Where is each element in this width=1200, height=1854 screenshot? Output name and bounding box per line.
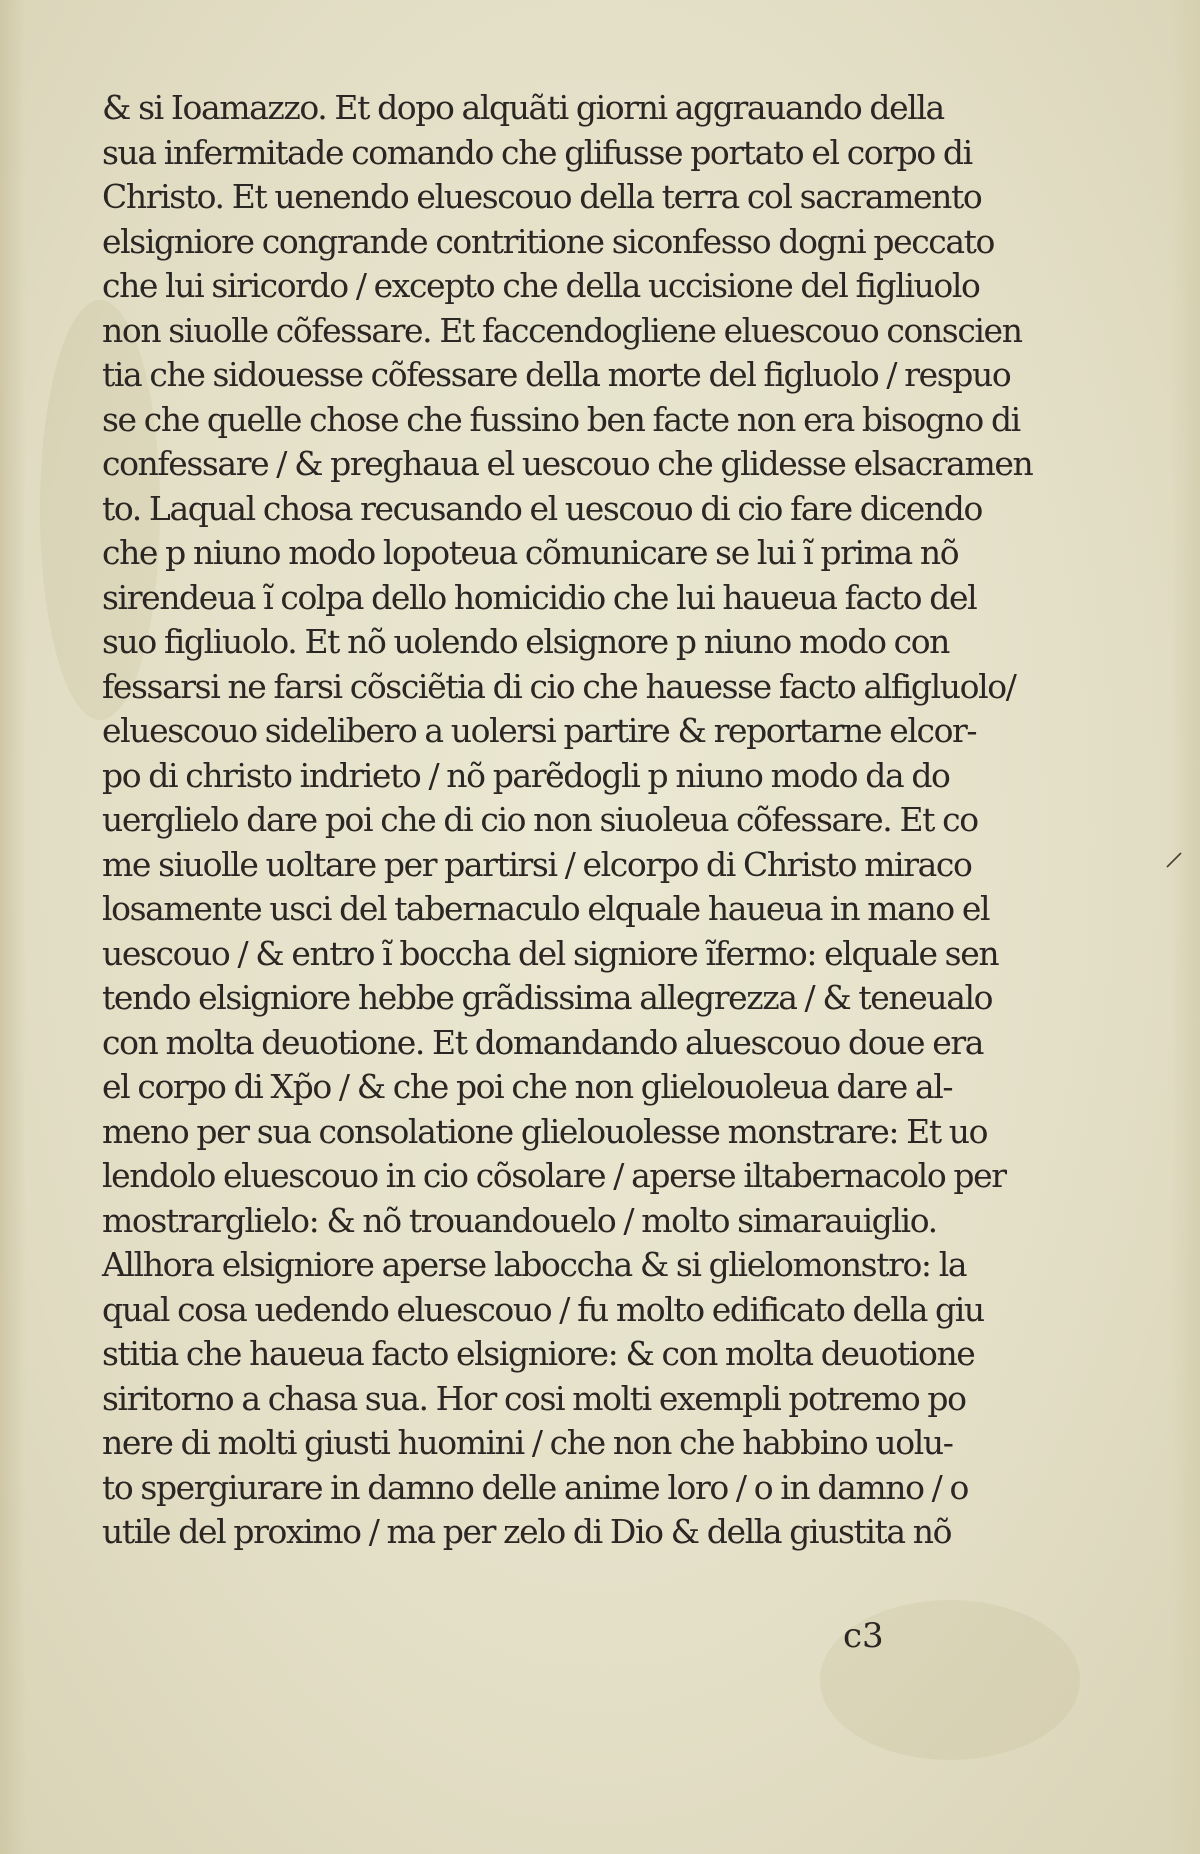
text-line: lendolo eluescouo in cio cõsolare / aperse iltabernacolo per (102, 1156, 1006, 1195)
text-line: to spergiurare in damno delle anime loro / o in damno / o (102, 1467, 968, 1507)
text-line: che lui siricordo / excepto che della uccisione del figliuolo (102, 266, 980, 305)
text-line: non siuolle cõfessare. Et faccendogliene eluescouo conscien (102, 310, 1022, 350)
text-line: mostrarglielo: & nõ trouandouelo / molto simarauiglio. (102, 1200, 937, 1240)
text-line: se che quelle chose che fussino ben facte non era bisogno di (102, 399, 1020, 439)
text-line: Allhora elsigniore aperse laboccha & si glielomonstro: la (102, 1245, 967, 1284)
text-line: po di christo indrieto / nõ parẽdogli p niuno modo da do (102, 755, 950, 795)
text-line: fessarsi ne farsi cõsciẽtia di cio che hauesse facto alfigluolo/ (102, 666, 1016, 706)
text-line: uerglielo dare poi che di cio non siuoleua cõfessare. Et co (102, 800, 978, 839)
page-edge-shadow (1170, 0, 1200, 1854)
text-line: elsigniore congrande contritione siconfesso dogni peccato (102, 221, 994, 261)
text-line: suo figliuolo. Et nõ uolendo elsignore p niuno modo con (102, 622, 950, 661)
text-line: che p niuno modo lopoteua cõmunicare se lui ĩ prima nõ (102, 533, 959, 572)
text-line: losamente usci del tabernaculo elquale haueua in mano el (102, 889, 990, 928)
text-line: con molta deuotione. Et domandando aluescouo doue era (102, 1022, 983, 1062)
body-text (102, 86, 1033, 1555)
text-line: eluescouo sidelibero a uolersi partire & reportarne elcor- (102, 711, 977, 750)
text-line: confessare / & preghaua el uescouo che glidesse elsacramen (102, 444, 1033, 483)
text-line: siritorno a chasa sua. Hor cosi molti exempli potremo po (102, 1378, 966, 1418)
text-line: me siuolle uoltare per partirsi / elcorpo di Christo miraco (102, 844, 972, 884)
text-line: meno per sua consolatione glielouolesse monstrare: Et uo (102, 1111, 988, 1151)
text-line: sua infermitade comando che glifusse portato el corpo di (102, 132, 972, 172)
signature-mark: c3 (843, 1616, 884, 1656)
text-line: uescouo / & entro ĩ boccha del signiore ĩfermo: elquale sen (102, 933, 999, 973)
text-line: tia che sidouesse cõfessare della morte del figluolo / respuo (102, 355, 1011, 394)
text-line: Christo. Et uenendo eluescouo della terra col sacramento (102, 177, 982, 216)
page-gutter-shadow (0, 0, 26, 1854)
text-line: sirendeua ĩ colpa dello homicidio che lui haueua facto del (102, 577, 977, 617)
text-line: tendo elsigniore hebbe grãdissima allegrezza / & teneualo (102, 978, 993, 1017)
text-line: to. Laqual chosa recusando el uescouo di cio fare dicendo (102, 488, 982, 528)
text-line: stitia che haueua facto elsigniore: & con molta deuotione (102, 1334, 975, 1373)
text-line: el corpo di Xp̃o / & che poi che non glielouoleua dare al- (102, 1067, 953, 1106)
text-line: utile del proximo / ma per zelo di Dio & della giustita nõ (102, 1512, 952, 1551)
text-line: & si Ioamazzo. Et dopo alquãti giorni aggrauando della (102, 88, 944, 127)
text-line: qual cosa uedendo eluescouo / fu molto edificato della giu (102, 1289, 984, 1329)
ink-mark-icon (1164, 850, 1184, 870)
text-line: nere di molti giusti huomini / che non che habbino uolu- (102, 1423, 953, 1462)
